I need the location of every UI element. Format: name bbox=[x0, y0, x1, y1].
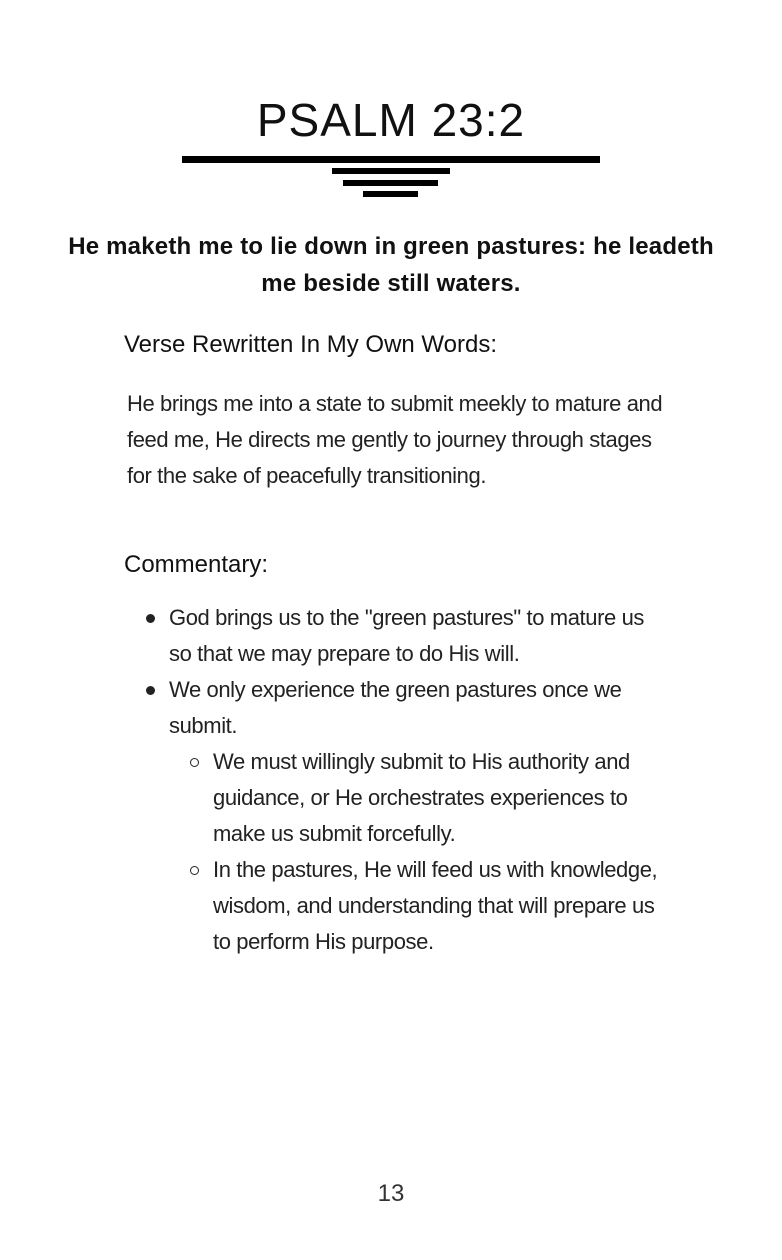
divider-line bbox=[182, 156, 600, 163]
sub-list-item: We must willingly submit to His authority and guidance, or He orchestrates experiences to make us submit forcefully. bbox=[140, 744, 660, 852]
list-item: God brings us to the "green pastures" to mature us so that we may prepare to do His will. bbox=[140, 600, 660, 672]
commentary-heading: Commentary: bbox=[124, 551, 269, 578]
verse-text: He maketh me to lie down in green pastures: he leadeth me beside still waters. bbox=[68, 233, 714, 297]
divider-step bbox=[332, 168, 450, 174]
page-number: 13 bbox=[377, 1180, 405, 1207]
rewritten-heading: Verse Rewritten In My Own Words: bbox=[124, 331, 498, 358]
page-title: PSALM 23:2 bbox=[256, 94, 526, 146]
list-item: We only experience the green pastures once we submit. bbox=[140, 672, 660, 744]
divider-step bbox=[363, 191, 418, 197]
divider-step bbox=[343, 180, 438, 186]
commentary-list bbox=[140, 600, 660, 960]
rewritten-body: He brings me into a state to submit meekly to mature and feed me, He directs me gently to journey through stages for the sake of peacefully transitioning. bbox=[127, 391, 663, 488]
sub-list-item: In the pastures, He will feed us with knowledge, wisdom, and understanding that will prepare us to perform His purpose. bbox=[140, 852, 660, 960]
